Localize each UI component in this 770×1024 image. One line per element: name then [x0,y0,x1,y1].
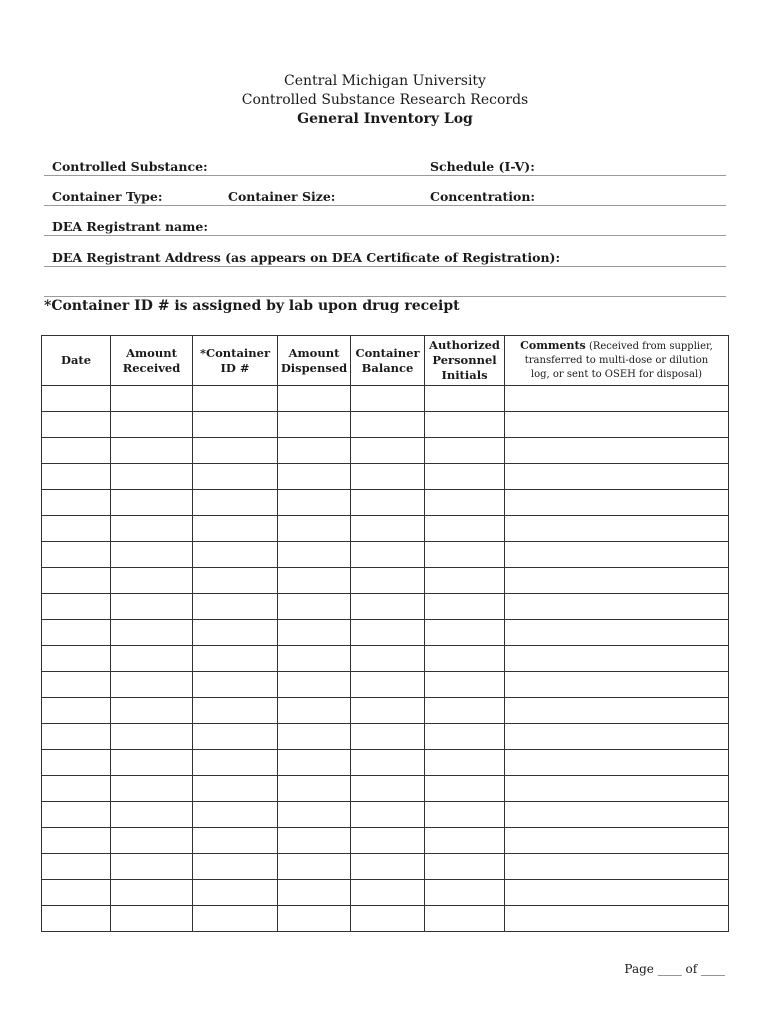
comments-cell[interactable] [505,906,729,932]
container-balance-cell[interactable] [351,724,425,750]
date-cell[interactable] [42,906,111,932]
amount-received-cell[interactable] [111,906,193,932]
comments-cell[interactable] [505,750,729,776]
container-balance-cell[interactable] [351,646,425,672]
comments-cell[interactable] [505,568,729,594]
container-id-cell[interactable] [193,750,278,776]
document-subtitle: Controlled Substance Research Records [241,92,529,108]
comments-cell[interactable] [505,516,729,542]
initials-cell[interactable] [425,698,505,724]
amount-dispensed-cell[interactable] [278,490,351,516]
container-balance-cell[interactable] [351,438,425,464]
comments-cell[interactable] [505,464,729,490]
container-id-cell[interactable] [193,620,278,646]
initials-cell[interactable] [425,776,505,802]
initials-cell[interactable] [425,672,505,698]
table-header-row [42,336,729,386]
column-header-amount-dispensed: Amount Dispensed [278,336,351,386]
initials-cell[interactable] [425,516,505,542]
container-id-cell[interactable] [193,464,278,490]
initials-cell[interactable] [425,438,505,464]
container-id-cell[interactable] [193,594,278,620]
controlled-substance-line[interactable] [44,175,726,176]
date-cell[interactable] [42,438,111,464]
date-cell[interactable] [42,854,111,880]
initials-cell[interactable] [425,386,505,412]
comments-cell[interactable] [505,828,729,854]
comments-cell[interactable] [505,646,729,672]
initials-cell[interactable] [425,802,505,828]
container-id-cell[interactable] [193,646,278,672]
comments-cell[interactable] [505,412,729,438]
amount-received-cell[interactable] [111,438,193,464]
schedule-label: Schedule (I-V): [430,159,535,174]
container-id-cell[interactable] [193,568,278,594]
amount-received-cell[interactable] [111,542,193,568]
amount-received-cell[interactable] [111,776,193,802]
container-id-cell[interactable] [193,906,278,932]
container-balance-cell[interactable] [351,516,425,542]
date-cell[interactable] [42,672,111,698]
amount-received-cell[interactable] [111,854,193,880]
amount-received-cell[interactable] [111,802,193,828]
date-cell[interactable] [42,698,111,724]
initials-cell[interactable] [425,594,505,620]
container-id-cell[interactable] [193,672,278,698]
date-cell[interactable] [42,776,111,802]
amount-dispensed-cell[interactable] [278,542,351,568]
column-header-date: Date [42,336,111,386]
comments-cell[interactable] [505,490,729,516]
date-cell[interactable] [42,568,111,594]
page-number-footer: Page ____ of ____ [624,962,725,976]
initials-cell[interactable] [425,854,505,880]
amount-dispensed-cell[interactable] [278,854,351,880]
amount-received-cell[interactable] [111,880,193,906]
initials-cell[interactable] [425,646,505,672]
container-balance-cell[interactable] [351,464,425,490]
container-balance-cell[interactable] [351,386,425,412]
container-id-cell[interactable] [193,542,278,568]
container-balance-cell[interactable] [351,880,425,906]
date-cell[interactable] [42,542,111,568]
date-cell[interactable] [42,412,111,438]
table-row [42,386,729,412]
container-balance-cell[interactable] [351,750,425,776]
table-row [42,542,729,568]
amount-dispensed-cell[interactable] [278,412,351,438]
container-id-cell[interactable] [193,802,278,828]
amount-dispensed-cell[interactable] [278,776,351,802]
container-balance-cell[interactable] [351,854,425,880]
comments-cell[interactable] [505,542,729,568]
column-header-authorized-initials: Authorized Personnel Initials [425,336,505,386]
amount-received-cell[interactable] [111,646,193,672]
container-balance-cell[interactable] [351,620,425,646]
amount-received-cell[interactable] [111,672,193,698]
container-id-cell[interactable] [193,516,278,542]
table-row [42,620,729,646]
date-cell[interactable] [42,828,111,854]
comments-cell[interactable] [505,802,729,828]
container-id-cell[interactable] [193,386,278,412]
container-balance-cell[interactable] [351,490,425,516]
dea-registrant-name-label: DEA Registrant name: [52,219,208,234]
initials-cell[interactable] [425,412,505,438]
date-cell[interactable] [42,646,111,672]
comments-cell[interactable] [505,386,729,412]
initials-cell[interactable] [425,750,505,776]
dea-registrant-address-label: DEA Registrant Address (as appears on DEA Certificate of Registration): [52,250,561,265]
container-balance-cell[interactable] [351,698,425,724]
container-balance-cell[interactable] [351,594,425,620]
date-cell[interactable] [42,464,111,490]
table-row [42,906,729,932]
date-cell[interactable] [42,386,111,412]
container-id-cell[interactable] [193,776,278,802]
container-info-line[interactable] [44,205,726,206]
container-id-cell[interactable] [193,412,278,438]
dea-registrant-address-line-2[interactable] [44,296,726,297]
concentration-label: Concentration: [430,189,536,204]
amount-received-cell[interactable] [111,620,193,646]
container-id-cell[interactable] [193,828,278,854]
date-cell[interactable] [42,750,111,776]
amount-received-cell[interactable] [111,698,193,724]
container-id-note: *Container ID # is assigned by lab upon drug receipt [44,298,460,314]
comments-cell[interactable] [505,594,729,620]
container-balance-cell[interactable] [351,776,425,802]
date-cell[interactable] [42,490,111,516]
table-row [42,568,729,594]
amount-dispensed-cell[interactable] [278,750,351,776]
container-type-label: Container Type: [52,189,163,204]
comments-cell[interactable] [505,724,729,750]
initials-cell[interactable] [425,880,505,906]
initials-cell[interactable] [425,906,505,932]
dea-registrant-name-line[interactable] [44,235,726,236]
amount-received-cell[interactable] [111,412,193,438]
comments-cell[interactable] [505,880,729,906]
amount-dispensed-cell[interactable] [278,646,351,672]
table-row [42,724,729,750]
initials-cell[interactable] [425,568,505,594]
amount-dispensed-cell[interactable] [278,698,351,724]
date-cell[interactable] [42,880,111,906]
table-row [42,802,729,828]
amount-dispensed-cell[interactable] [278,464,351,490]
amount-dispensed-cell[interactable] [278,828,351,854]
container-size-label: Container Size: [228,189,336,204]
amount-received-cell[interactable] [111,568,193,594]
amount-dispensed-cell[interactable] [278,672,351,698]
container-id-cell[interactable] [193,854,278,880]
table-row [42,750,729,776]
amount-dispensed-cell[interactable] [278,386,351,412]
initials-cell[interactable] [425,542,505,568]
amount-dispensed-cell[interactable] [278,724,351,750]
document-title: General Inventory Log [297,111,473,127]
table-row [42,594,729,620]
initials-cell[interactable] [425,490,505,516]
container-balance-cell[interactable] [351,828,425,854]
initials-cell[interactable] [425,828,505,854]
table-row [42,516,729,542]
initials-cell[interactable] [425,724,505,750]
table-row [42,698,729,724]
date-cell[interactable] [42,620,111,646]
dea-registrant-address-line[interactable] [44,266,726,267]
comments-cell[interactable] [505,438,729,464]
table-row [42,464,729,490]
comments-cell[interactable] [505,854,729,880]
initials-cell[interactable] [425,620,505,646]
container-id-cell[interactable] [193,698,278,724]
table-row [42,412,729,438]
container-balance-cell[interactable] [351,672,425,698]
comments-cell[interactable] [505,776,729,802]
table-row [42,438,729,464]
container-balance-cell[interactable] [351,412,425,438]
date-cell[interactable] [42,516,111,542]
date-cell[interactable] [42,594,111,620]
amount-dispensed-cell[interactable] [278,438,351,464]
container-id-cell[interactable] [193,438,278,464]
comments-cell[interactable] [505,698,729,724]
amount-received-cell[interactable] [111,750,193,776]
amount-received-cell[interactable] [111,490,193,516]
amount-received-cell[interactable] [111,594,193,620]
amount-dispensed-cell[interactable] [278,802,351,828]
amount-dispensed-cell[interactable] [278,516,351,542]
table-row [42,854,729,880]
amount-received-cell[interactable] [111,464,193,490]
column-header-comments: Comments (Received from supplier, transferred to multi-dose or dilution log, or sent to OSEH for disposal) [505,336,729,386]
amount-dispensed-cell[interactable] [278,906,351,932]
container-balance-cell[interactable] [351,542,425,568]
amount-received-cell[interactable] [111,386,193,412]
table-row [42,776,729,802]
container-id-cell[interactable] [193,880,278,906]
date-cell[interactable] [42,802,111,828]
amount-received-cell[interactable] [111,828,193,854]
table-row [42,880,729,906]
amount-dispensed-cell[interactable] [278,620,351,646]
table-row [42,672,729,698]
amount-dispensed-cell[interactable] [278,594,351,620]
container-balance-cell[interactable] [351,906,425,932]
column-header-container-id: *Container ID # [193,336,278,386]
initials-cell[interactable] [425,464,505,490]
inventory-log-table [41,335,729,932]
comments-cell[interactable] [505,672,729,698]
controlled-substance-label: Controlled Substance: [52,159,208,174]
container-balance-cell[interactable] [351,568,425,594]
container-balance-cell[interactable] [351,802,425,828]
column-header-container-balance: Container Balance [351,336,425,386]
amount-received-cell[interactable] [111,724,193,750]
date-cell[interactable] [42,724,111,750]
comments-cell[interactable] [505,620,729,646]
table-row [42,490,729,516]
amount-dispensed-cell[interactable] [278,568,351,594]
amount-dispensed-cell[interactable] [278,880,351,906]
university-name: Central Michigan University [284,73,486,89]
column-header-amount-received: Amount Received [111,336,193,386]
table-row [42,646,729,672]
amount-received-cell[interactable] [111,516,193,542]
container-id-cell[interactable] [193,724,278,750]
container-id-cell[interactable] [193,490,278,516]
table-row [42,828,729,854]
